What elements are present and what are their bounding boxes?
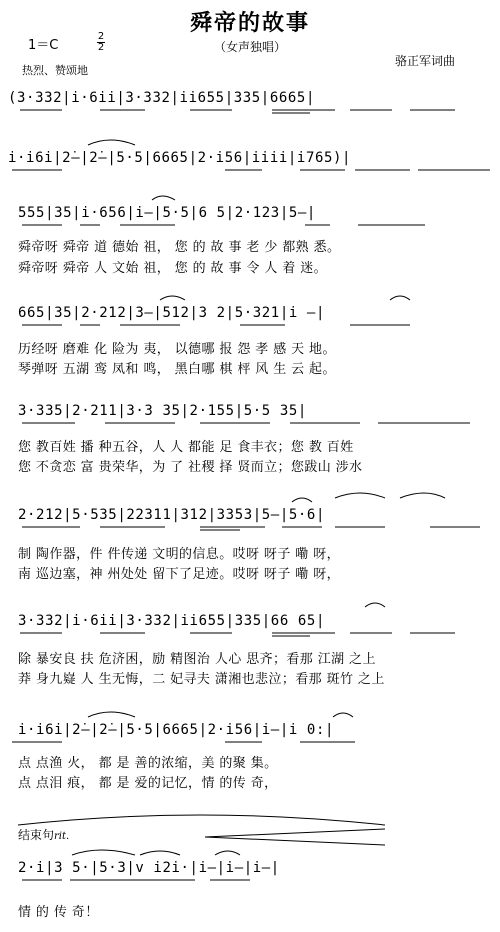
tie-6 [400, 493, 445, 498]
notation-line-9: 2·i|3 5·|5·3|v i2i·|i—|i—|i—| [18, 860, 280, 876]
ritardando-mark: rit. [54, 831, 70, 842]
lyric-line-8a: 点 点渔 火， 都 是 善的浓缩，美 的聚 集。 [18, 756, 278, 771]
lyric-line-5a: 您 教百姓 播 种五谷，人 人 都能 足 食丰衣；您 教 百姓 [18, 440, 354, 455]
beam-lines-1 [20, 110, 455, 113]
notation-line-5: 3·335|2·211|3·3 35|2·155|5·5 35| [18, 403, 307, 419]
notation-line-3: 555|35|i·656|i—|5·5|6 5|2·123|5—| [18, 205, 316, 221]
lyric-line-4a: 历经呀 磨难 化 险为 夷， 以德哪 报 怨 孝 感 天 地。 [18, 342, 336, 357]
slurs-8 [88, 712, 353, 717]
decrescendo-hairpin [205, 829, 385, 845]
notation-line-7: 3·332|i·6ii|3·332|ii655|335|66 65| [18, 613, 325, 629]
lyric-line-8b: 点 点泪 痕， 都 是 爱的记忆，情 的传 奇， [18, 776, 278, 791]
meter-bottom: 2 [97, 42, 105, 53]
slurs-4 [160, 296, 410, 300]
meter-top: 2 [97, 31, 105, 42]
slurs-6 [292, 493, 385, 502]
notation-line-8: i·i6i|2̇—|2̇—|5·5|6665|2·i56|i—|i 0:| [18, 722, 335, 738]
expression-mark: 热烈、赞颂地 [22, 64, 88, 77]
lyric-line-3a: 舜帝呀 舜帝 道 德始 祖， 您 的 故 事 老 少 都熟 悉。 [18, 240, 341, 255]
song-title: 舜帝的故事 [189, 10, 310, 36]
slur-3 [152, 196, 175, 200]
lyric-line-4b: 琴弹呀 五湖 鸾 凤和 鸣， 黑白哪 棋 枰 风 生 云 起。 [18, 362, 336, 377]
key-signature: 1＝C [28, 38, 59, 53]
lyric-line-5b: 您 不贪恋 富 贵荣华，为 了 社稷 择 贤而立；您跋山 涉水 [18, 460, 363, 475]
notation-line-4: 665|35|2·212|3—|512|3 2|5·321|i —| [18, 305, 325, 321]
author-credit: 骆正军词曲 [395, 54, 456, 68]
lyric-line-7b: 莽 身九嶷 人 生无悔，二 妃寻夫 潇湘也悲泣；看那 斑竹 之上 [18, 672, 385, 687]
performance-note: （女声独唱） [213, 40, 286, 54]
slurs-9 [72, 850, 240, 855]
lyric-line-3b: 舜帝呀 舜帝 人 文始 祖， 您 的 故 事 令 人 着 迷。 [18, 261, 327, 276]
notation-line-6: 2·212|5·535|22311|312|3353|5—|5·6| [18, 507, 325, 523]
lyric-line-9: 情 的 传 奇！ [18, 905, 99, 920]
beam-lines-7 [20, 633, 455, 636]
ending-title: 结束句 [18, 828, 55, 842]
beam-lines-6 [22, 527, 480, 530]
slur-7 [365, 603, 385, 607]
ending-long-slur [18, 815, 385, 825]
lyric-line-6b: 南 巡边塞，神 州处处 留下了足迹。哎呀 呀子 嘞 呀， [18, 567, 340, 582]
slur-2 [88, 140, 135, 145]
lyric-line-7a: 除 暴安良 扶 危济困，励 精图治 人心 思齐；看那 江湖 之上 [18, 652, 376, 667]
lyric-line-6a: 制 陶作器，件 件传递 文明的信息。哎呀 呀子 嘞 呀， [18, 547, 340, 562]
notation-line-2: i·i6i|2̇—|2̇—|5·5|6665|2·i56|iiii|i765)| [8, 150, 352, 166]
notation-line-1: (3·332|i·6ii|3·332|ii655|335|6665| [8, 90, 315, 106]
